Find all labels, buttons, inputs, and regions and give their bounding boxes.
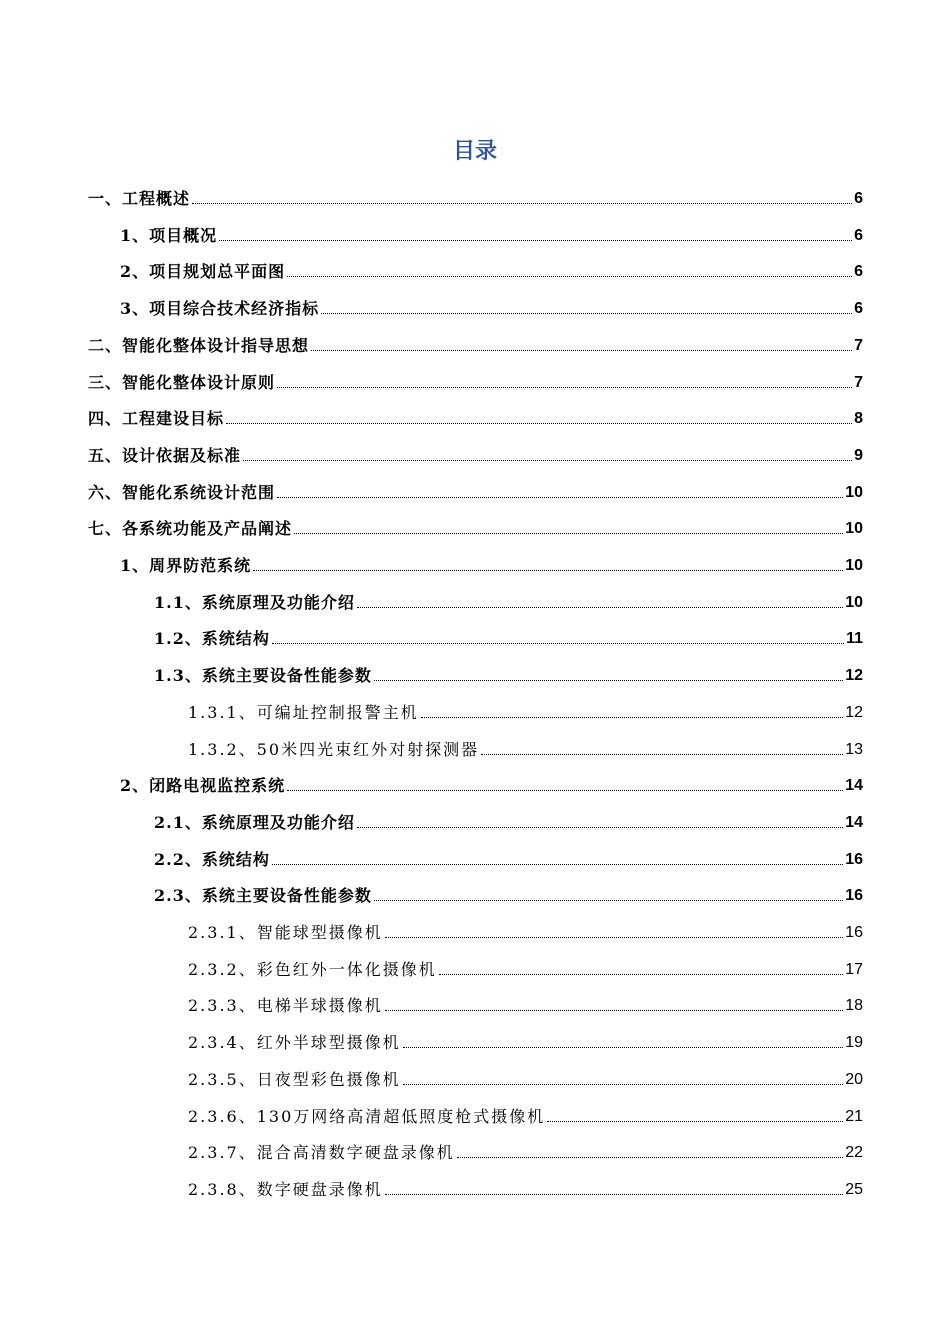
toc-entry[interactable] xyxy=(154,585,863,613)
toc-dot-leader xyxy=(385,937,843,938)
toc-entry-page: 17 xyxy=(845,960,863,978)
toc-entry-label: 2.2、系统结构 xyxy=(154,849,270,869)
toc-entry-label: 2、项目规划总平面图 xyxy=(120,262,286,282)
toc-entry-label: 1、项目概况 xyxy=(120,225,218,245)
toc-dot-leader xyxy=(439,974,843,975)
toc-entry-page: 6 xyxy=(854,300,863,318)
toc-entry-page: 12 xyxy=(845,703,863,721)
toc-entry-label: 2.3.3、电梯半球摄像机 xyxy=(188,996,383,1016)
toc-dot-leader xyxy=(403,1084,843,1085)
toc-entry-label: 1.3.2、50米四光束红外对射探测器 xyxy=(188,739,480,759)
toc-entry[interactable] xyxy=(154,658,863,686)
toc-entry-page: 10 xyxy=(845,483,863,501)
toc-dot-leader xyxy=(253,570,843,571)
toc-entry[interactable] xyxy=(154,842,863,870)
toc-entry[interactable] xyxy=(154,878,863,906)
toc-entry[interactable] xyxy=(88,438,863,466)
toc-entry-label: 2.3.8、数字硬盘录像机 xyxy=(188,1179,383,1199)
toc-dot-leader xyxy=(357,607,843,608)
toc-entry[interactable] xyxy=(88,181,863,209)
toc-entry[interactable] xyxy=(88,511,863,539)
toc-dot-leader xyxy=(219,240,852,241)
toc-entry-page: 14 xyxy=(845,813,863,831)
toc-entry[interactable] xyxy=(188,695,863,723)
toc-dot-leader xyxy=(421,717,843,718)
toc-entry-page: 8 xyxy=(854,410,863,428)
toc-entry-page: 20 xyxy=(845,1070,863,1088)
toc-entry[interactable] xyxy=(88,401,863,429)
toc-dot-leader xyxy=(321,313,852,314)
toc-entry-label: 2.3.4、红外半球型摄像机 xyxy=(188,1033,401,1053)
toc-entry[interactable] xyxy=(188,952,863,980)
toc-entry[interactable] xyxy=(120,291,863,319)
toc-entry-page: 6 xyxy=(854,190,863,207)
toc-dot-leader xyxy=(374,680,843,681)
toc-entry-label: 2.3.6、130万网络高清超低照度枪式摄像机 xyxy=(188,1106,546,1126)
toc-entry[interactable] xyxy=(188,1099,863,1127)
toc-entry-label: 二、智能化整体设计指导思想 xyxy=(88,335,310,355)
toc-dot-leader xyxy=(374,900,843,901)
toc-entry-page: 18 xyxy=(845,997,863,1015)
toc-entry-label: 2.3.2、彩色红外一体化摄像机 xyxy=(188,959,437,979)
toc-dot-leader xyxy=(272,864,843,865)
toc-entry-page: 11 xyxy=(846,630,863,648)
toc-entry-page: 16 xyxy=(845,924,863,941)
toc-entry-page: 6 xyxy=(854,263,863,281)
toc-entry[interactable] xyxy=(188,1025,863,1053)
toc-entry[interactable] xyxy=(120,548,863,576)
toc-entry-label: 1、周界防范系统 xyxy=(120,556,252,575)
toc-dot-leader xyxy=(287,276,852,277)
toc-entry-label: 六、智能化系统设计范围 xyxy=(88,482,276,502)
toc-entry[interactable] xyxy=(120,254,863,282)
toc-entry-label: 三、智能化整体设计原则 xyxy=(88,372,276,392)
toc-entry-label: 2.3.5、日夜型彩色摄像机 xyxy=(188,1069,401,1089)
toc-entry-label: 1.3.1、可编址控制报警主机 xyxy=(188,702,419,722)
toc-dot-leader xyxy=(403,1047,843,1048)
toc-entry-page: 7 xyxy=(854,373,863,391)
toc-entry-page: 12 xyxy=(845,667,863,685)
toc-entry-page: 22 xyxy=(845,1144,863,1162)
toc-entry-label: 四、工程建设目标 xyxy=(88,409,225,429)
toc-entry-page: 10 xyxy=(845,557,863,574)
toc-dot-leader xyxy=(287,790,843,791)
toc-entry-label: 七、各系统功能及产品阐述 xyxy=(88,519,293,539)
toc-entry-label: 1.3、系统主要设备性能参数 xyxy=(154,666,372,686)
toc-entry[interactable] xyxy=(88,328,863,356)
toc-dot-leader xyxy=(481,754,843,755)
toc-dot-leader xyxy=(457,1157,843,1158)
toc-dot-leader xyxy=(385,1010,843,1011)
toc-entry[interactable] xyxy=(154,621,863,649)
toc-entry-label: 2.3.1、智能球型摄像机 xyxy=(188,923,383,942)
toc-entry-label: 一、工程概述 xyxy=(88,189,191,208)
toc-entry[interactable] xyxy=(188,1135,863,1163)
toc-entry[interactable] xyxy=(188,915,863,943)
toc-entry-page: 25 xyxy=(845,1180,863,1198)
toc-entry[interactable] xyxy=(188,1062,863,1090)
toc-entry[interactable] xyxy=(120,218,863,246)
toc-entry-page: 10 xyxy=(845,520,863,538)
toc-dot-leader xyxy=(294,533,843,534)
toc-entry-page: 21 xyxy=(845,1107,863,1125)
toc-dot-leader xyxy=(243,460,852,461)
toc-title: 目录 xyxy=(452,139,497,164)
toc-dot-leader xyxy=(277,497,843,498)
toc-entry-page: 10 xyxy=(845,593,863,611)
toc-entry-page: 19 xyxy=(845,1034,863,1052)
toc-entry-label: 1.1、系统原理及功能介绍 xyxy=(154,592,355,612)
toc-entry-label: 2、闭路电视监控系统 xyxy=(120,776,286,796)
toc-dot-leader xyxy=(192,203,852,204)
toc-dot-leader xyxy=(547,1121,843,1122)
toc-entry[interactable] xyxy=(88,365,863,393)
toc-entry[interactable] xyxy=(154,805,863,833)
toc-entry-label: 1.2、系统结构 xyxy=(154,629,270,649)
toc-entry[interactable] xyxy=(120,768,863,796)
toc-entry-page: 16 xyxy=(845,850,863,868)
toc-dot-leader xyxy=(272,643,844,644)
toc-entry-label: 2.3.7、混合高清数字硬盘录像机 xyxy=(188,1143,455,1163)
toc-entry-page: 6 xyxy=(854,226,863,244)
toc-entry-label: 3、项目综合技术经济指标 xyxy=(120,299,320,319)
toc-entry[interactable] xyxy=(188,732,863,760)
toc-dot-leader xyxy=(385,1194,843,1195)
toc-dot-leader xyxy=(311,350,852,351)
toc-entry-page: 16 xyxy=(845,887,863,905)
toc-dot-leader xyxy=(226,423,852,424)
toc-dot-leader xyxy=(357,827,843,828)
toc-entry-label: 五、设计依据及标准 xyxy=(88,445,242,465)
toc-entry-label: 2.1、系统原理及功能介绍 xyxy=(154,812,355,832)
toc-entry[interactable] xyxy=(188,988,863,1016)
toc-entry[interactable] xyxy=(188,1172,863,1200)
toc-entry-page: 13 xyxy=(845,740,863,758)
toc-entry-label: 2.3、系统主要设备性能参数 xyxy=(154,886,372,906)
toc-dot-leader xyxy=(277,387,852,388)
toc-entry-page: 14 xyxy=(845,777,863,795)
toc-entry[interactable] xyxy=(88,475,863,503)
toc-entry-page: 7 xyxy=(854,336,863,354)
toc-entry-page: 9 xyxy=(854,446,863,464)
